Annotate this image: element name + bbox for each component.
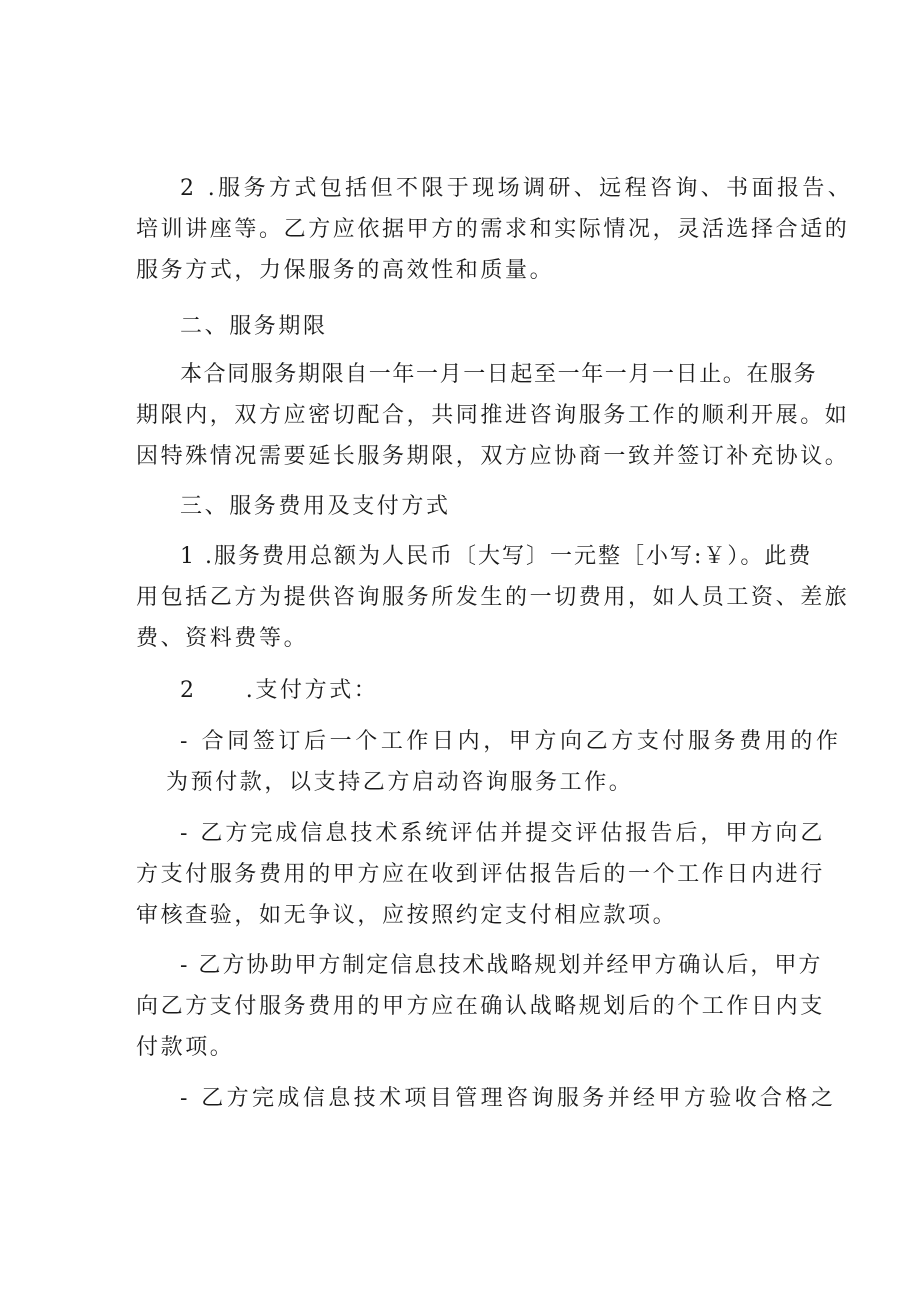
- list-item-line: 向乙方支付服务费用的甲方应在确认战略规划后的个工作日内支: [136, 994, 825, 1019]
- paragraph-line: 培训讲座等。乙方应依据甲方的需求和实际情况，灵活选择合适的: [136, 217, 850, 242]
- list-item-line: - 乙方完成信息技术项目管理咨询服务并经甲方验收合格之: [180, 1086, 837, 1111]
- paragraph-line: 因特殊情况需要延长服务期限，双方应协商一致并签订补充协议。: [136, 444, 850, 469]
- section-heading: 三、服务费用及支付方式: [180, 494, 451, 519]
- paragraph-line: 期限内，双方应密切配合，共同推进咨询服务工作的顺利开展。如: [136, 403, 850, 428]
- paragraph-line: 2 .服务方式包括但不限于现场调研、远程咨询、书面报告、: [180, 176, 854, 201]
- paragraph-line: 本合同服务期限自一年一月一日起至一年一月一日止。在服务: [180, 362, 818, 387]
- section-heading: 二、服务期限: [180, 314, 328, 339]
- list-item-line: 付款项。: [136, 1035, 235, 1060]
- paragraph-line: 费、资料费等。: [136, 626, 309, 651]
- list-item-line: 方支付服务费用的甲方应在收到评估报告后的一个工作日内进行: [136, 862, 825, 887]
- list-item-line: - 乙方协助甲方制定信息技术战略规划并经甲方确认后，甲方: [180, 953, 823, 978]
- paragraph-line: 用包括乙方为提供咨询服务所发生的一切费用，如人员工资、差旅: [136, 585, 850, 610]
- paragraph-line: 2 .支付方式：: [180, 678, 379, 703]
- list-item-line: - 乙方完成信息技术系统评估并提交评估报告后，甲方向乙: [180, 821, 826, 846]
- list-item-line: - 合同签订后一个工作日内，甲方向乙方支付服务费用的作: [180, 729, 842, 754]
- list-item-line: 审核查验，如无争议，应按照约定支付相应款项。: [136, 903, 678, 928]
- list-item-line: 为预付款，以支持乙方启动咨询服务工作。: [166, 770, 634, 795]
- paragraph-line: 服务方式，力保服务的高效性和质量。: [136, 258, 555, 283]
- paragraph-line: 1 .服务费用总额为人民币〔大写〕一元整［小写:￥）。此费: [180, 544, 813, 569]
